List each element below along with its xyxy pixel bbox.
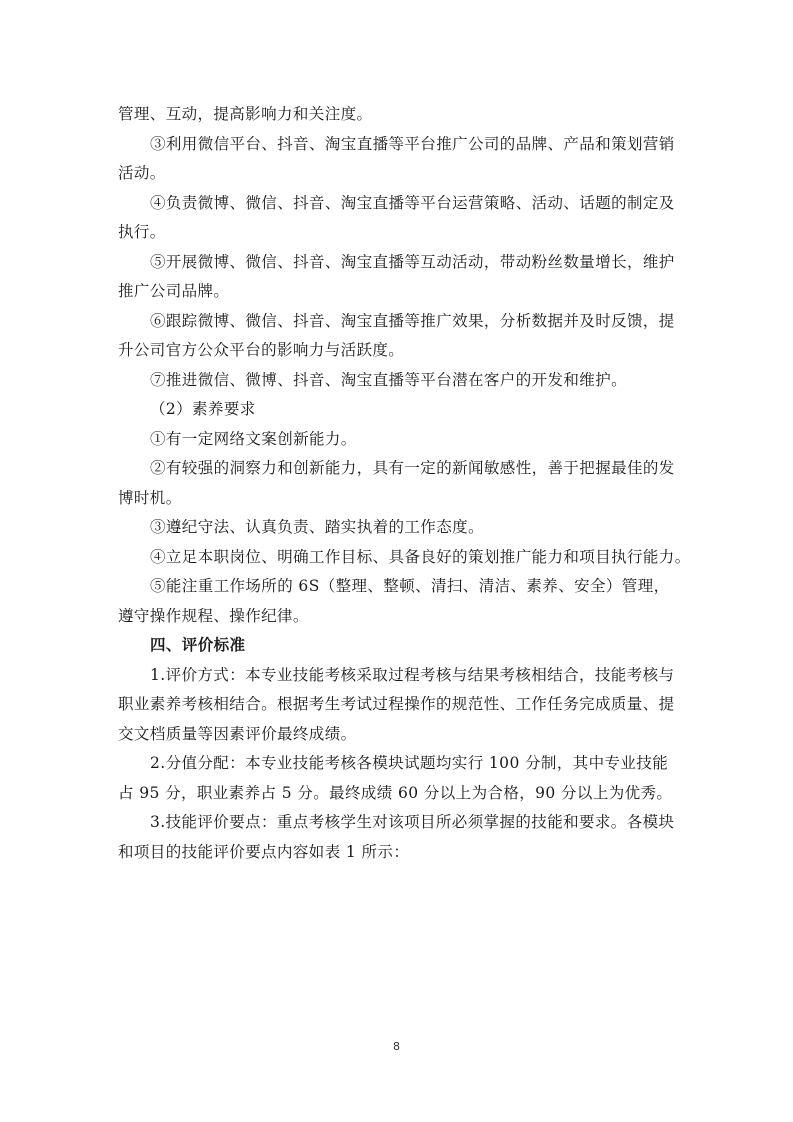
paragraph-evaluation-points: 3.技能评价要点：重点考核学生对该项目所必须掌握的技能和要求。各模块 <box>150 813 675 831</box>
list-item-4b: ④立足本职岗位、明确工作目标、具备良好的策划推广能力和项目执行能力。 <box>150 548 691 566</box>
section-heading: 四、评价标准 <box>150 636 246 654</box>
list-item-5: ⑤开展微博、微信、抖音、淘宝直播等互动活动，带动粉丝数量增长，维护 <box>150 253 675 271</box>
body-text-line: 交文档质量等因素评价最终成绩。 <box>118 725 357 743</box>
body-text-line: 遵守操作规程、操作纪律。 <box>118 607 309 625</box>
body-text-line: 推广公司品牌。 <box>118 282 230 300</box>
body-text-line: 和项目的技能评价要点内容如表 1 所示： <box>118 843 410 861</box>
body-text-line: 活动。 <box>118 164 166 182</box>
body-text-line: 职业素养考核相结合。根据考生考试过程操作的规范性、工作任务完成质量、提 <box>118 695 675 713</box>
body-text-line: 执行。 <box>118 223 166 241</box>
list-item-7: ⑦推进微信、微博、抖音、淘宝直播等平台潜在客户的开发和维护。 <box>150 371 628 389</box>
paragraph-evaluation-method: 1.评价方式：本专业技能考核采取过程考核与结果考核相结合，技能考核与 <box>150 666 675 684</box>
body-text-line: 占 95 分，职业素养占 5 分。最终成绩 60 分以上为合格，90 分以上为优秀。 <box>118 784 673 802</box>
page-number: 8 <box>393 1040 400 1053</box>
paragraph-score-allocation: 2.分值分配：本专业技能考核各模块试题均实行 100 分制，其中专业技能 <box>150 754 669 772</box>
list-item-3: ③利用微信平台、抖音、淘宝直播等平台推广公司的品牌、产品和策划营销 <box>150 135 675 153</box>
list-item-4: ④负责微博、微信、抖音、淘宝直播等平台运营策略、活动、话题的制定及 <box>150 194 675 212</box>
list-item-3b: ③遵纪守法、认真负责、踏实执着的工作态度。 <box>150 518 484 536</box>
body-text-line: 升公司官方公众平台的影响力与活跃度。 <box>118 341 405 359</box>
list-item-6: ⑥跟踪微博、微信、抖音、淘宝直播等推广效果，分析数据并及时反馈，提 <box>150 312 675 330</box>
body-text-line: 博时机。 <box>118 489 182 507</box>
list-item-5b: ⑤能注重工作场所的 6S（整理、整顿、清扫、清洁、素养、安全）管理， <box>150 577 670 595</box>
subsection-heading: （2）素养要求 <box>150 400 256 418</box>
body-text-line: 管理、互动，提高影响力和关注度。 <box>118 105 373 123</box>
list-item-1: ①有一定网络文案创新能力。 <box>150 430 357 448</box>
list-item-2: ②有较强的洞察力和创新能力，具有一定的新闻敏感性，善于把握最佳的发 <box>150 459 675 477</box>
